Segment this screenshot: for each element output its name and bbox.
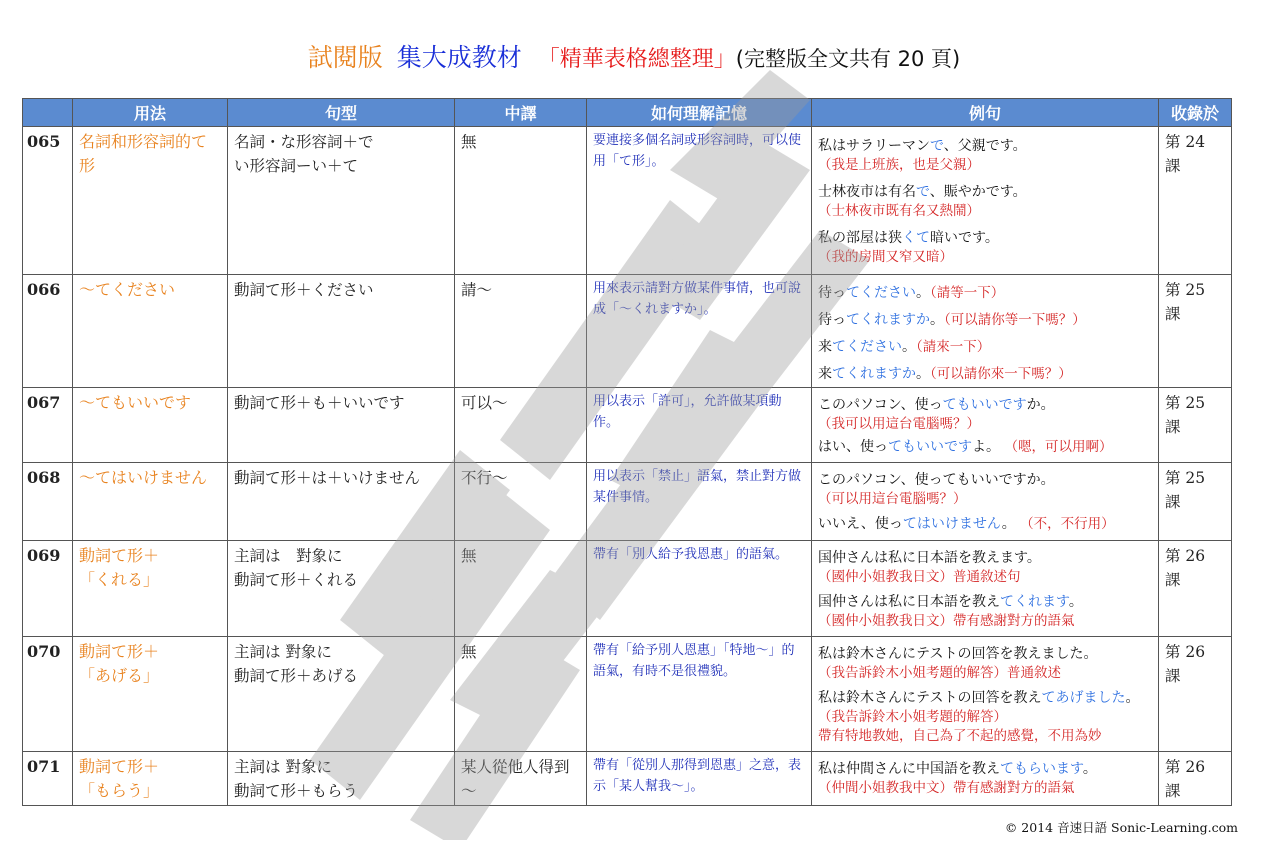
title-trial: 試閱版 — [307, 43, 383, 72]
row-pattern — [228, 637, 455, 752]
row-examples — [812, 752, 1159, 806]
row-explain: 要連接多個名詞或形容詞時，可以使用「て形」。 — [587, 127, 812, 275]
row-number: 071 — [23, 752, 73, 806]
row-translation: 不行～ — [455, 463, 587, 541]
row-usage: 動詞て形＋ 「あげる」 — [73, 637, 228, 752]
row-explain: 帶有「別人給予我恩惠」的語氣。 — [587, 541, 812, 637]
example-ja: 待ってくれますか。（可以請你等一下嗎？） — [818, 312, 1086, 328]
row-pattern: 動詞て形＋ください — [228, 275, 455, 388]
row-lesson: 第 25 課 — [1159, 388, 1232, 463]
row-pattern — [228, 752, 455, 806]
example-ja: 私はサラリーマンで、父親です。 — [818, 138, 1027, 154]
example-zh: （仲間小姐教我中文）帶有感謝對方的語氣 — [818, 780, 1075, 796]
pattern-line: 名詞・な形容詞＋で — [234, 133, 374, 151]
table-header-row — [23, 99, 1232, 127]
row-translation: 無 — [455, 637, 587, 752]
row-explain: 帶有「給予別人恩惠」「特地～」的語氣，有時不是很禮貌。 — [587, 637, 812, 752]
example-ja: 来てくれますか。（可以請你來一下嗎？） — [818, 366, 1072, 382]
example-ja: はい、使ってもいいですよ。 （嗯，可以用啊） — [818, 439, 1113, 455]
header-usage: 用法 — [73, 99, 228, 127]
example-ja: 私の部屋は狭くて暗いです。 — [818, 230, 999, 246]
row-explain: 用以表示「禁止」語氣，禁止對方做某件事情。 — [587, 463, 812, 541]
pattern-line: い形容詞ーい＋て — [234, 157, 359, 175]
pattern-line: 主詞は 對象に — [234, 758, 332, 776]
example-zh: （我告訴鈴木小姐考題的解答）普通敘述 — [818, 665, 1061, 681]
pattern-line: 動詞て形＋あげる — [234, 667, 359, 685]
row-number: 065 — [23, 127, 73, 275]
row-explain: 帶有「從別人那得到恩惠」之意，表示「某人幫我～」。 — [587, 752, 812, 806]
example-zh: （可以用這台電腦嗎？） — [818, 491, 967, 507]
row-pattern: 動詞て形＋も＋いいです — [228, 388, 455, 463]
table-row — [23, 275, 1232, 388]
row-lesson: 第 26 課 — [1159, 541, 1232, 637]
pattern-line: 動詞て形＋もらう — [234, 782, 359, 800]
example-zh: （我的房間又窄又暗） — [818, 249, 953, 265]
row-lesson: 第 25 課 — [1159, 463, 1232, 541]
row-lesson: 第 24 課 — [1159, 127, 1232, 275]
title-note: (完整版全文共有 20 頁) — [735, 47, 961, 71]
example-zh: （國仲小姐教我日文）普通敘述句 — [818, 569, 1021, 585]
row-examples — [812, 463, 1159, 541]
row-usage: ～てはいけません — [73, 463, 228, 541]
row-number: 066 — [23, 275, 73, 388]
copyright-footer: © 2014 音速日語 Sonic-Learning.com — [1004, 820, 1238, 835]
row-usage: ～てもいいです — [73, 388, 228, 463]
header-explain: 如何理解記憶 — [587, 99, 812, 127]
row-translation: 無 — [455, 541, 587, 637]
example-ja: 待ってください。（請等一下） — [818, 285, 1005, 301]
row-translation: 請～ — [455, 275, 587, 388]
example-ja: 私は仲間さんに中国語を教えてもらいます。 — [818, 761, 1097, 777]
header-translation: 中譯 — [455, 99, 587, 127]
row-translation: 無 — [455, 127, 587, 275]
row-lesson: 第 25 課 — [1159, 275, 1232, 388]
table-row — [23, 541, 1232, 637]
row-usage: 動詞て形＋ 「くれる」 — [73, 541, 228, 637]
example-zh: （我可以用這台電腦嗎？） — [818, 416, 980, 432]
pattern-line: 動詞て形＋くれる — [234, 571, 359, 589]
row-examples — [812, 275, 1159, 388]
header-example: 例句 — [812, 99, 1159, 127]
row-pattern — [228, 541, 455, 637]
table-row — [23, 127, 1232, 275]
title-summary: 「精華表格總整理」 — [537, 47, 736, 72]
example-zh: （我是上班族，也是父親） — [818, 157, 980, 173]
example-zh: （士林夜市既有名又熱鬧） — [818, 203, 980, 219]
row-number: 068 — [23, 463, 73, 541]
row-translation: 可以～ — [455, 388, 587, 463]
row-usage: ～てください — [73, 275, 228, 388]
row-examples — [812, 637, 1159, 752]
example-ja: 国仲さんは私に日本語を教えてくれます。 — [818, 594, 1083, 610]
row-lesson: 第 26 課 — [1159, 752, 1232, 806]
example-ja: 来てください。（請來一下） — [818, 339, 991, 355]
pattern-line: 主詞は 對象に — [234, 643, 332, 661]
row-usage: 動詞て形＋ 「もらう」 — [73, 752, 228, 806]
example-ja: このパソコン、使ってもいいですか。 — [818, 472, 1055, 488]
example-ja: このパソコン、使ってもいいですか。 — [818, 397, 1055, 413]
row-translation: 某人從他人得到～ — [455, 752, 587, 806]
row-usage: 名詞和形容詞的て形 — [73, 127, 228, 275]
row-pattern: 動詞て形＋は＋いけません — [228, 463, 455, 541]
title-textbook: 集大成教材 — [396, 43, 522, 72]
table-row — [23, 463, 1232, 541]
page-title — [0, 38, 1268, 74]
row-examples — [812, 388, 1159, 463]
table-row — [23, 388, 1232, 463]
header-pattern: 句型 — [228, 99, 455, 127]
example-ja: いいえ、使ってはいけません。 （不，不行用） — [818, 516, 1115, 532]
row-pattern — [228, 127, 455, 275]
row-number: 067 — [23, 388, 73, 463]
row-number: 070 — [23, 637, 73, 752]
example-ja: 私は鈴木さんにテストの回答を教えてあげました。 （我告訴鈴木小姐考題的解答） — [818, 690, 1140, 725]
table-row — [23, 637, 1232, 752]
grammar-table — [22, 98, 1232, 806]
row-number: 069 — [23, 541, 73, 637]
header-blank — [23, 99, 73, 127]
example-ja: 士林夜市は有名で、賑やかです。 — [818, 184, 1027, 200]
pattern-line: 主詞は 對象に — [234, 547, 343, 565]
row-explain: 用以表示「許可」，允許做某項動作。 — [587, 388, 812, 463]
row-explain: 用來表示請對方做某件事情，也可說成「～くれますか」。 — [587, 275, 812, 388]
example-ja: 国仲さんは私に日本語を教えます。 — [818, 550, 1041, 566]
row-examples — [812, 127, 1159, 275]
table-row — [23, 752, 1232, 806]
example-zh: 帶有特地教她，自己為了不起的感覺，不用為妙 — [818, 728, 1102, 744]
row-examples — [812, 541, 1159, 637]
example-ja: 私は鈴木さんにテストの回答を教えました。 — [818, 646, 1098, 662]
header-lesson: 收錄於 — [1159, 99, 1232, 127]
row-lesson: 第 26 課 — [1159, 637, 1232, 752]
example-zh: （國仲小姐教我日文）帶有感謝對方的語氣 — [818, 613, 1075, 629]
